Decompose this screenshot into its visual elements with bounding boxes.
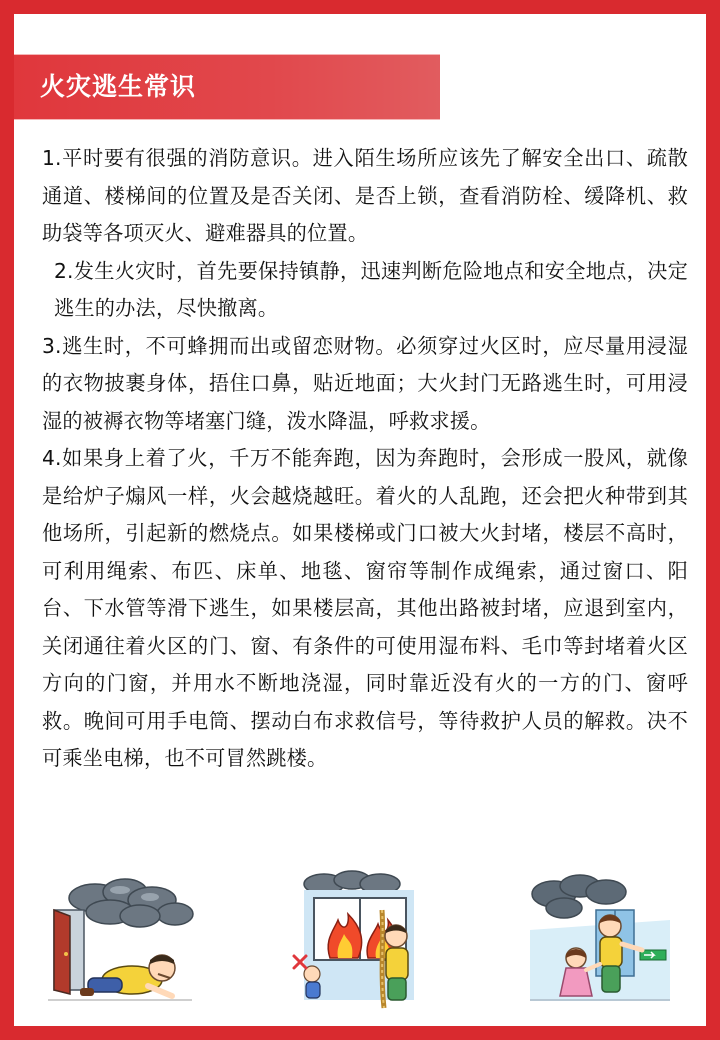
content xyxy=(42,140,688,778)
paragraph-1: 1.平时要有很强的消防意识。进入陌生场所应该先了解安全出口、疏散通道、楼梯间的位置及是否关闭、是否上锁，查看消防栓、缓降机、救助袋等各项灭火、避难器具的位置。 xyxy=(42,146,688,245)
paragraph-4: 4.如果身上着了火，千万不能奔跑，因为奔跑时，会形成一股风，就像是给炉子煽风一样，火会越烧越旺。着火的人乱跑，还会把火种带到其他场所，引起新的燃烧点。如果楼梯或门口被大火封堵，楼层不高时，可利用绳索、布匹、床单、地毯、窗帘等制作成绳索，通过窗口、阳台、下水管等滑下逃生，如果楼层高，其他出路被封堵，应退到室内，关闭通往着火区的门、窗、有条件的可使用湿布料、毛巾等封堵着火区方向的门窗，并用水不断地浇湿，同时靠近没有火的一方的门、窗呼救。晚间可用手电筒、摆动白布求救信号，等待救护人员的解救。决不可乘坐电梯，也不可冒然跳楼。 xyxy=(42,446,688,770)
title-banner xyxy=(14,54,440,120)
illustrations xyxy=(14,870,706,1010)
page xyxy=(14,14,706,1026)
paragraph-3: 3.逃生时，不可蜂拥而出或留恋财物。必须穿过火区时，应尽量用浸湿的衣物披裹身体，捂住口鼻，贴近地面；大火封门无路逃生时，可用浸湿的被褥衣物等堵塞门缝，泼水降温，呼救求援。 xyxy=(42,333,688,433)
window-rope-escape-icon xyxy=(284,870,444,1010)
page-title: 火灾逃生常识 xyxy=(40,72,197,101)
crawling-under-smoke-icon xyxy=(40,870,200,1010)
exit-evacuation-icon xyxy=(520,870,680,1010)
paragraph-2: 2.发生火灾时，首先要保持镇静，迅速判断危险地点和安全地点，决定逃生的办法，尽快撤离。 xyxy=(54,258,688,320)
